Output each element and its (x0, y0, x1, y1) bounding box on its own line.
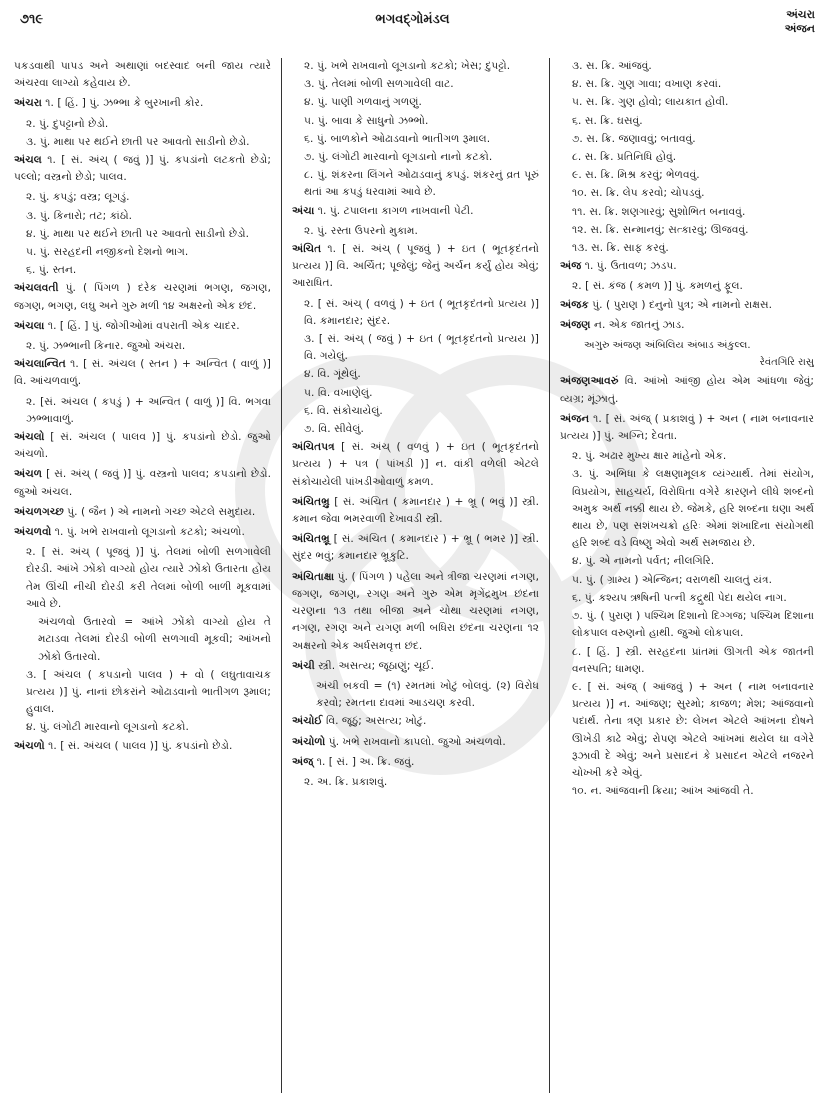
sense-definition: ૪. સ. ક્રિ. ગુણ ગાવા; વખાણ કરવાં. (572, 78, 722, 91)
sense-definition: ૨. પું. ઝભ્ભાની કિનાર. જુઓ અંચરા. (26, 340, 186, 353)
definition: [ સં. અંચિત ( કમાનદાર ) + ભ્રૂ ( ભમર )] સ્ત્રી. સુંદર ભવું; કમાનદાર ભ્રૂકુટિ. (292, 533, 539, 563)
citation-quote: અગુરુ અંજણ અંબિલિય અંબાડ અંકુલ્લ. (584, 340, 751, 352)
definition: ૧. [ હિં. ] પું. ઝભ્ભા કે બુરખાની કોર. (41, 97, 204, 110)
sense-definition: ૭. પું. લંગોટી મારવાનો લૂગડાનો નાનો કટકો. (304, 151, 493, 164)
headword: અંચા (292, 204, 315, 217)
sense-definition: ૨. પું. કપડું; વસ્ત્ર; લૂગડું. (26, 191, 130, 204)
sense-definition: ૩. [ અંચલ ( કપડાનો પાલવ ) + વો ( લઘુતાવાચક પ્રત્યય )] પું. નાનાં છોકરાંને ઓઢાડવાનો ભાતીગળ રૂમાલ; હુવાલ. (26, 668, 271, 716)
headword: અંચિતભ્રૂ (292, 533, 330, 546)
definition: વિ. જૂઠું; અસત્ય; ખોટું. (322, 715, 427, 728)
headword: અંચી (292, 659, 315, 672)
guide-words (785, 8, 815, 36)
headword: અંચોળો (292, 735, 326, 748)
sense-definition: ૬. પું. સ્તન. (26, 264, 77, 277)
headword: અંજ (560, 260, 582, 273)
sense-definition: ૮. પું. શંકરના લિંગને ઓઢાડવાનું કપડું. શંકરનું વ્રત પૂરું થતાં આ કપડું ધરવામાં આવે છે. (304, 169, 539, 199)
sense-definition: ૬. પું. કશ્યપ ઋષિની પત્ની કદ્રુથી પેદા થયેલ નાગ. (572, 591, 787, 604)
sense-definition: ૫. પું. ( ગ્રામ્ય ) એન્જિન; વરાળથી ચાલતું યંત્ર. (572, 573, 772, 586)
page-number: ૭૧૯ (20, 12, 44, 27)
definition: પું. ( પિંગળ ) દરેક ચરણમાં ભગણ, જગણ, જગણ, ભગણ, લઘુ અને ગુરુ મળી ૧૪ અક્ષરનો એક છંદ. (14, 282, 271, 312)
sense-definition: ૬. પું. બાળકોને ઓઢાડવાનો ભાતીગળ રૂમાલ. (304, 132, 491, 145)
sense-definition: ૨. પું. અઢાર મુખ્ય ક્ષાર માંહેનો એક. (572, 450, 727, 463)
idiom-definition: અંચળવો ઉતારવો = આંખે ઝોંકો વાગ્યો હોય તે મટાડવા તેલમાં દોરડી બોળી સળગાવી મૂકવી; આંખનો ઝોંકો ઉતારવો. (38, 616, 271, 663)
dictionary-entry (14, 356, 271, 390)
headword: અંજન (560, 412, 590, 425)
sense-definition: ૧૩. સ. ક્રિ. સાફ કરવું. (572, 242, 669, 255)
dictionary-entry (292, 439, 539, 491)
sense-definition: ૭. વિ. સીવેલું. (304, 423, 364, 436)
sense-definition: ૨. [ સં. કંજ ( કમળ )] પું. કમળનું ફૂલ. (572, 280, 743, 293)
headword: અંચળવો (14, 526, 52, 539)
dictionary-entry (292, 203, 539, 220)
sense-definition: ૩. પું. કિનારો; તટ; કાંઠો. (26, 209, 133, 222)
headword: અંજણ (560, 318, 591, 331)
definition: ૧. પું. ઉતાવળ; ઝડપ. (581, 260, 677, 273)
continued-text: પકડવાથી પાપડ અને અથાણાં બદસ્વાદ બની જાય ત્યારે અંચરવા લાગ્યો કહેવાય છે. (14, 60, 271, 90)
dictionary-entry (292, 494, 539, 528)
headword: અંજક (560, 298, 589, 311)
headword: અંચળ (14, 468, 43, 481)
definition: [ સં. અંચ્ ( જવું )] પું. વસ્ત્રનો પાલવ; કપડાનો છેડો. જુઓ અંચલ. (14, 468, 271, 498)
dictionary-entry (14, 95, 271, 112)
definition: [ સં. અંચિત ( કમાનદાર ) + ભ્રૂ ( ભવું )] સ્ત્રી. કમાન જેવા ભમરવાળી દેખાવડી સ્ત્રી. (292, 495, 539, 526)
dictionary-entry (14, 738, 271, 755)
sense-definition: ૩. પું. તેલમાં બોળી સળગાવેલી વાટ. (304, 78, 454, 91)
headword: અંચિત (292, 243, 322, 256)
dictionary-entry (292, 658, 539, 675)
sense-definition: ૮. [ હિં. ] સ્ત્રી. સરહદના પ્રાંતમાં ઊગતી એક જાતની વનસ્પતિ; ધામણ. (572, 645, 814, 675)
definition: ૧. [ સં. અંચ્ ( પૂજવું ) + ઇત ( ભૂતકૃદંતનો પ્રત્યય )] વિ. અર્ચિત; પૂજેલું; જેનું અર્ચન કર્યું હોય એવું; આરાધિત. (292, 243, 539, 290)
headword: અંજણઆવરું (560, 375, 619, 388)
sense-definition: ૨. પું. દુપટ્ટાનો છેડો. (26, 117, 109, 130)
definition: ન. એક જાતનું ઝાડ. (590, 318, 685, 331)
dictionary-entry (292, 734, 539, 751)
headword: અંચલાન્વિત (14, 358, 66, 371)
sense-definition: ૭. પું. ( પુરાણ ) પશ્ચિમ દિશાનો દિગ્ગજ; પશ્ચિમ દિશાના લોકપાલ વરુણનો હાથી. જુઓ લોકપાલ. (572, 610, 814, 640)
sense-definition: ૪. પું. લંગોટી મારવાનો લૂગડાનો કટકો. (26, 721, 189, 734)
sense-definition: ૪. પું. માથા પર થઈને છાતી પર આવતો સાડીનો છેડો. (26, 227, 249, 240)
definition: પું. ( જૈન ) એ નામનો ગચ્છ એટલે સમુદાય. (63, 505, 256, 518)
dictionary-entry (292, 531, 539, 565)
dictionary-entry (14, 524, 271, 541)
definition: ૧. [ સં. ] અ. ક્રિ. જવું. (313, 755, 415, 768)
definition: વિ. આંખો આંજી હોય એમ આંધળા જેવું; વ્યગ્ર; મૂંઝાતું. (560, 375, 814, 405)
headword: અંચળગચ્છ (14, 505, 64, 518)
sense-definition: ૩. પું. માથા પર થઈને છાતી પર આવતો સાડીનો છેડો. (26, 135, 250, 148)
headword: અંચરા (14, 97, 42, 110)
headword: અંચિતપત્ર (292, 441, 335, 454)
sense-definition: ૧૨. સ. ક્રિ. સન્માનવું; સત્કારવું; ઊજવવું. (572, 223, 749, 236)
definition: ૧. [ સં. અંચલ ( પાલવ )] પું. કપડાંનો છેડો. (44, 739, 233, 752)
definition: ૧. [ સં. અંચ્ ( જવું )] પું. કપડાંનો લટકતો છેડો; પલ્લો; વસ્ત્રનો છેડો; પાલવ. (14, 154, 271, 184)
dictionary-entry (14, 318, 271, 335)
sense-definition: ૬. વિ. સંકોચાયેલું. (304, 404, 383, 417)
headword: અંચળો (14, 739, 45, 752)
page-header (0, 0, 825, 52)
idiom-definition: અંચી બકવી = (૧) રમતમાં ખોટું બોલવું. (૨) વિરોધ કરવો; રમતના દાવમાં આડચણ કરવી. (316, 679, 539, 710)
column-2 (282, 58, 550, 1093)
headword: અંચલ (14, 154, 42, 167)
headword: અંચલો (14, 431, 45, 444)
sense-definition: ૧૧. સ. ક્રિ. શણગારવું; સુશોભિત બનાવવું. (572, 205, 746, 218)
definition: ૧. પું. ટપાલના કાગળ નાખવાની પેટી. (314, 204, 474, 217)
dictionary-entry (292, 569, 539, 655)
guide-word-last: અંજન (784, 22, 815, 35)
dictionary-entry (14, 280, 271, 314)
sense-definition: ૫. વિ. વખાણેલું. (304, 386, 373, 399)
headword: અંચિતભ્રુ (292, 495, 330, 508)
sense-definition: ૪. પું. એ નામનો પર્વત; નીલગિરિ. (572, 555, 715, 568)
sense-definition: ૪. પું. પાણી ગળવાનું ગળણું. (304, 96, 422, 109)
headword: અંજ્ (292, 755, 314, 768)
definition: પું. ખભે રાખવાનો કાપલો. જુઓ અંચળવો. (325, 735, 506, 748)
dictionary-entry (292, 241, 539, 293)
headword: અંચિતાક્ષા (292, 570, 335, 583)
dictionary-entry (560, 373, 814, 407)
definition: ૧. [ સં. અંજ્ ( પ્રકાશવું ) + અન ( નામ બનાવનાર પ્રત્યય )] પું. અગ્નિ; દેવતા. (560, 412, 814, 443)
headword: અંચલવતી (14, 282, 59, 295)
definition: ૧. [ હિં. ] પું. જોગીઓમાં વપરાતી એક ચાદર. (44, 319, 240, 332)
sense-definition: ૨. પું. રસ્તા ઉપરનો મુકામ. (304, 224, 418, 237)
sense-definition: ૫. સ. ક્રિ. ગુણ હોવો; લાયકાત હોવી. (572, 96, 729, 109)
dictionary-entry (292, 754, 539, 771)
sense-definition: ૨. પું. ખભે રાખવાનો લૂગડાનો કટકો; ખેસ; દુપટ્ટો. (304, 60, 511, 72)
sense-definition: ૯. સ. ક્રિ. મિશ્ર કરવું; ભેળવવું. (572, 169, 700, 182)
sense-definition: ૧૦. સ. ક્રિ. લેપ કરવો; ચોપડવું. (572, 187, 705, 200)
headword: અંચલા (14, 319, 45, 332)
definition: સ્ત્રી. અસત્ય; જૂઠાણું; ચૂઈ. (314, 659, 435, 672)
dictionary-entry (560, 317, 814, 334)
definition: પું. ( પિંગળ ) પહેલા અને ત્રીજા ચરણમાં નગણ, જગણ, જગણ, રગણ અને ગુરુ એમ મૃગેંદ્રમુખ છંદના ચરણના ૧૩ તથા બીજા અને ચોથા ચરણમાં નગણ, નગણ, રગણ અને યગણ મળી બધિરા છંદના ચરણના ૧૨ અક્ષરનો એક અર્ધસમવૃત્ત છંદ. (292, 570, 539, 652)
dictionary-entry (560, 258, 814, 275)
definition: [ સં. અંચ્ ( વળવું ) + ઇત ( ભૂતકૃદંતનો પ્રત્યય ) + પત્ર ( પાંખડી )] ન. વાંકી વળેલી એટલે સંકોચાયેલી પાંખડીઓવાળું કમળ. (292, 441, 539, 488)
sense-definition: ૪. વિ. ગૂંથેલું. (304, 368, 361, 381)
sense-definition: ૩. પું. અભિધા કે લક્ષણામૂલક વ્યંગ્યાર્થ. તેમાં સંયોગ, વિપ્રયોગ, સાહચર્ય, વિરોધિતા વગેરે કારણને લીધે શબ્દનો અમુક અર્થ નક્કી થાય છે. જેમકે, હરિ શબ્દના ઘણા અર્થ થાય છે, પણ સશંખચક્રો હરિઃ એમાં શંખાદિના સંયોગથી હરિ શબ્દ વડે વિષ્ણુ એવો અર્થ સમજાય છે. (572, 468, 814, 550)
dictionary-entry (14, 429, 271, 463)
sense-definition: ૫. પું. સરહદની નજીકનો દેશનો ભાગ. (26, 246, 189, 259)
dictionary-entry (560, 411, 814, 445)
sense-definition: ૩. સ. ક્રિ. આંજવું. (572, 60, 652, 72)
guide-word-first: અંચરા (786, 8, 815, 21)
dictionary-columns (14, 58, 814, 1093)
definition: ૧. પું. ખભે રાખવાનો લૂગડાનો કટકો; અંચળો. (51, 526, 245, 539)
dictionary-entry (14, 152, 271, 186)
sense-definition: ૮. સ. ક્રિ. પ્રતિનિધિ હોવું. (572, 151, 677, 164)
column-3 (550, 58, 814, 1093)
definition: પું. ( પુરાણ ) દનુનો પુત્ર; એ નામનો રાક્ષસ. (588, 298, 773, 311)
dictionary-entry (14, 466, 271, 500)
sense-definition: ૨. અ. ક્રિ. પ્રકાશવું. (304, 775, 388, 788)
column-1 (14, 58, 282, 1093)
headword: અંચોઈ (292, 715, 323, 728)
definition: [ સં. અંચલ ( પાલવ )] પું. કપડાંનો છેડો. જુઓ અંચળો. (14, 431, 271, 461)
citation-source: રેવંતગિરિ રાસુ (759, 357, 814, 369)
dictionary-entry (292, 713, 539, 730)
sense-definition: ૧૦. ન. આંજવાની ક્રિયા; આંખ આંજવી તે. (572, 785, 754, 798)
sense-definition: ૩. [ સં. અંચ્ ( જવું ) + ઇત ( ભૂતકૃદંતનો પ્રત્યય )] વિ. ગયેલું. (304, 333, 539, 363)
running-title: ભગવદ્ગોમંડલ (375, 12, 450, 27)
definition: ૧. [ સં. અંચલ ( સ્તન ) + અન્વિત ( વાળું )] વિ. આંચળવાળું. (14, 358, 271, 388)
sense-definition: ૨. [ સં. અંચ્ ( વળવું ) + ઇત ( ભૂતકૃદંતનો પ્રત્યય )] વિ. કમાનદાર; સુંદર. (304, 297, 539, 327)
sense-definition: ૭. સ. ક્રિ. જણાવવું; બતાવવું. (572, 132, 696, 145)
sense-definition: ૬. સ. ક્રિ. ઘસવું. (572, 114, 643, 127)
dictionary-entry (14, 504, 271, 521)
sense-definition: ૨. [સં. અંચલ ( કપડું ) + અન્વિત ( વાળું )] વિ. ભગવા ઝભ્ભાવાળું. (26, 395, 271, 425)
sense-definition: ૫. પું. બાવા કે સાધુનો ઝભ્ભો. (304, 114, 429, 127)
sense-definition: ૯. [ સં. અંજ્ ( આંજવું ) + અન ( નામ બનાવનાર પ્રત્યય )] ન. આંજણ; સુરમો; કાજળ; મેશ; આંજવાનો પદાર્થ. તેના ત્રણ પ્રકાર છે: લેખન એટલે આંખના દોષને ઊખેડી કાઢે એવું; રોપણ એટલે આંખમાં થયેલ ઘા વગેરે રૂઝાવી દે એવું; અને પ્રસાદનં કે પ્રસાદન એટલે નજરને ચોખ્ખી કરે એવું. (572, 680, 814, 779)
sense-definition: ૨. [ સં. અંચ્ ( પૂજવું )] પું. તેલમાં બોળી સળગાવેલી દોરડી. આંખે ઝોંકો વાગ્યો હોય ત્યારે ઝોંકો ઉતારતા હોય તેમ ઊંચી નીચી દોરડી કરી તેલમાં બોળી બાળી મૂકવામાં આવે છે. (26, 546, 271, 610)
dictionary-entry (560, 297, 814, 314)
